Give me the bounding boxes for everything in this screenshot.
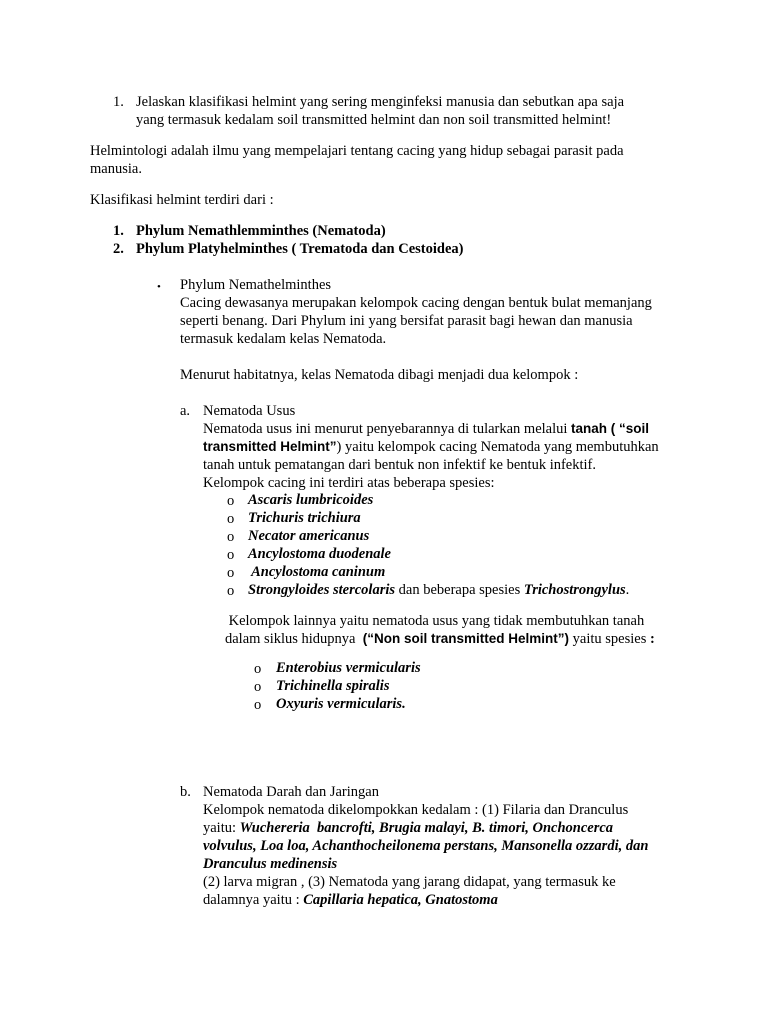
darah-line-2: yaitu: Wuchereria bancrofti, Brugia malayi, B. timori, Onchoncerca [203,820,614,836]
nemathelminthes-title: Phylum Nemathelminthes [180,277,332,293]
nemathelminthes-line-1: Cacing dewasanya merupakan kelompok cacing dengan bentuk bulat memanjang [180,295,652,311]
phylum-number: 2. [113,241,124,257]
darah-line-5: (2) larva migran , (3) Nematoda yang jarang didapat, yang termasuk ke [203,874,616,890]
list-marker: o [227,565,235,581]
usus-title: Nematoda Usus [203,403,296,419]
species-item: Enterobius vermicularis [276,660,421,676]
species-item: Ascaris lumbricoides [248,492,374,508]
list-marker: o [227,511,235,527]
usus-line-4: Kelompok cacing ini terdiri atas beberapa spesies: [203,475,495,491]
list-marker: o [254,661,262,677]
nemathelminthes-line-3: termasuk kedalam kelas Nematoda. [180,331,387,347]
darah-line-1: Kelompok nematoda dikelompokkan kedalam : (1) Filaria dan Dranculus [203,802,629,818]
bullet-icon: • [157,281,161,293]
usus-line-3: tanah untuk pematangan dari bentuk non infektif ke bentuk infektif. [203,457,596,473]
section-letter: a. [180,403,191,419]
nemathelminthes-line-2: seperti benang. Dari Phylum ini yang bersifat parasit bagi hewan dan manusia [180,313,633,329]
list-marker: o [227,583,235,599]
darah-line-4: Dranculus medinensis [203,856,338,872]
list-marker: o [227,529,235,545]
non-soil-line-2: dalam siklus hidupnya (“Non soil transmitted Helmint”) yaitu spesies : [225,631,655,647]
darah-title: Nematoda Darah dan Jaringan [203,784,379,800]
usus-line-1: Nematoda usus ini menurut penyebarannya di tularkan melalui tanah ( “soil [203,421,650,437]
species-item: Strongyloides stercolaris dan beberapa spesies Trichostrongylus. [248,582,630,598]
question-line-2: yang termasuk kedalam soil transmitted helmint dan non soil transmitted helmint! [136,112,612,128]
list-marker: o [254,679,262,695]
phylum-number: 1. [113,223,124,239]
darah-line-3: volvulus, Loa loa, Achanthocheilonema perstans, Mansonella ozzardi, dan [203,838,649,854]
darah-line-6: dalamnya yaitu : Capillaria hepatica, Gnatostoma [203,892,498,908]
usus-line-2: transmitted Helmint”) yaitu kelompok cacing Nematoda yang membutuhkan [203,439,659,455]
list-marker: o [227,547,235,563]
question-line-1: Jelaskan klasifikasi helmint yang sering menginfeksi manusia dan sebutkan apa saja [136,94,625,110]
phylum-item: Phylum Platyhelminthes ( Trematoda dan Cestoidea) [136,241,464,257]
species-item: Trichuris trichiura [248,510,361,526]
species-item: Ancylostoma duodenale [248,546,391,562]
intro-line-2: manusia. [90,161,142,177]
non-soil-line-1: Kelompok lainnya yaitu nematoda usus yang tidak membutuhkan tanah [225,613,645,629]
species-item: Oxyuris vermicularis. [276,696,406,712]
list-marker: o [254,697,262,713]
klasifikasi-heading: Klasifikasi helmint terdiri dari : [90,192,274,208]
species-item: Necator americanus [248,528,370,544]
phylum-item: Phylum Nemathlemminthes (Nematoda) [136,223,386,239]
habitat-line: Menurut habitatnya, kelas Nematoda dibagi menjadi dua kelompok : [180,367,579,383]
section-letter: b. [180,784,191,800]
species-item: Trichinella spiralis [276,678,390,694]
question-number: 1. [113,94,124,110]
species-item: Ancylostoma caninum [248,564,386,580]
list-marker: o [227,493,235,509]
intro-line-1: Helmintologi adalah ilmu yang mempelajari tentang cacing yang hidup sebagai parasit pada [90,143,624,159]
